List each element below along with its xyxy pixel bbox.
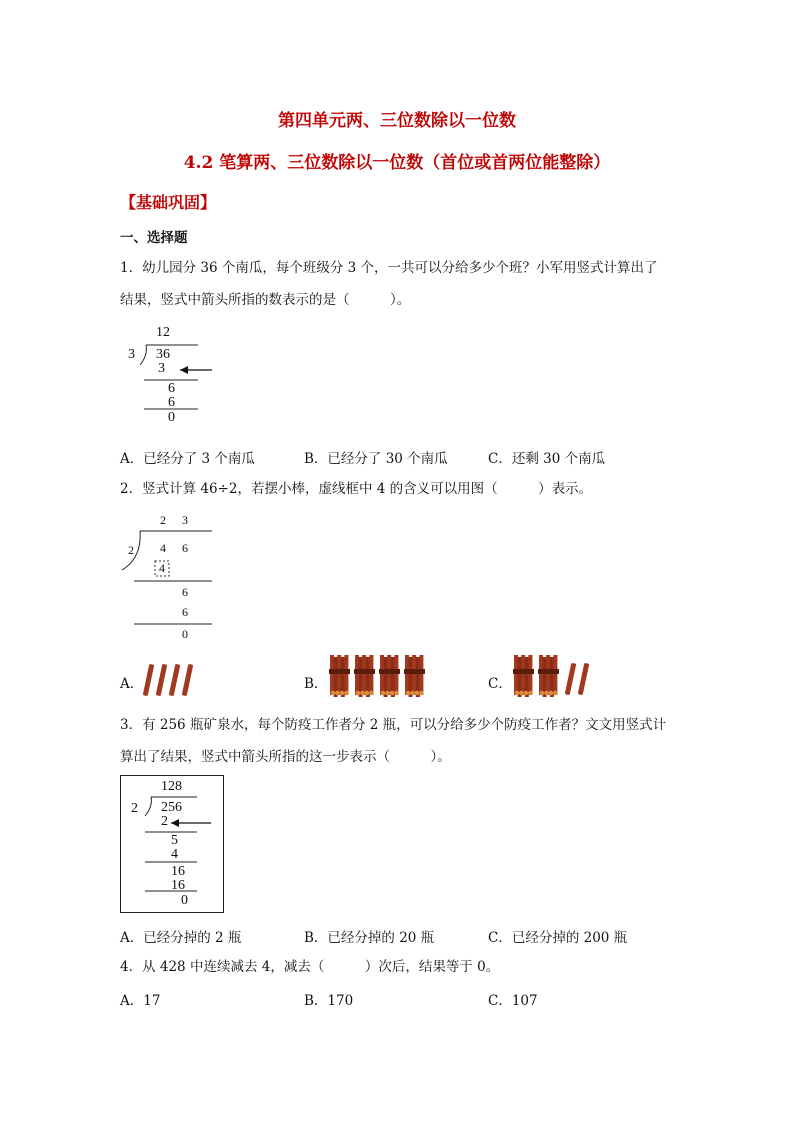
single-stick-icon <box>182 664 194 696</box>
q3-dividend: 256 <box>161 800 182 815</box>
stick-bundle-icon <box>329 655 350 697</box>
q3-step4: 16 <box>171 864 185 879</box>
single-stick-icon <box>169 664 181 696</box>
stick-group <box>143 664 194 696</box>
q2-division-lines <box>120 510 220 645</box>
q1-divisor: 3 <box>128 347 135 362</box>
q2-step2: 6 <box>182 585 188 599</box>
stick-bundle-icon <box>404 655 425 697</box>
q1-step3: 6 <box>168 395 175 410</box>
stick-bundle-icon <box>379 655 400 697</box>
q2-option-a[interactable]: A． <box>120 676 144 692</box>
q1-text-line1: 1．幼儿园分 36 个南瓜，每个班级分 3 个，一共可以分给多少个班？小军用竖式计算出了 <box>120 260 658 276</box>
stick-bundle-icon <box>513 655 534 697</box>
page-subtitle: 4.2 笔算两、三位数除以一位数（首位或首两位能整除） <box>183 153 611 173</box>
q3-step5: 16 <box>171 878 185 893</box>
q2-dividend-tens: 4 <box>160 541 166 555</box>
q1-step1: 3 <box>158 361 165 376</box>
q2-option-c-bundles-icon[interactable] <box>510 653 600 699</box>
q4-text: 4．从 428 中连续减去 4，减去（ ）次后，结果等于 0。 <box>120 959 500 975</box>
q3-division-box <box>120 775 224 913</box>
single-stick-icon <box>565 663 577 695</box>
q1-option-a[interactable]: A．已经分了 3 个南瓜 <box>120 451 255 467</box>
q1-remainder: 0 <box>168 410 175 425</box>
q2-option-a-sticks-icon[interactable] <box>142 660 212 700</box>
q1-text-line2: 结果，竖式中箭头所指的数表示的是（ ）。 <box>120 292 411 308</box>
stick-bundle-icon <box>354 655 375 697</box>
q2-option-c[interactable]: C． <box>488 676 512 692</box>
q1-quotient: 12 <box>156 325 170 340</box>
q3-option-c[interactable]: C．已经分掉的 200 瓶 <box>488 930 628 946</box>
q1-step2: 6 <box>168 381 175 396</box>
q3-step3: 4 <box>171 847 178 862</box>
q1-option-b[interactable]: B．已经分了 30 个南瓜 <box>304 451 448 467</box>
q1-option-c[interactable]: C．还剩 30 个南瓜 <box>488 451 606 467</box>
stick-bundle-icon <box>538 655 559 697</box>
q2-dividend-ones: 6 <box>182 541 188 555</box>
q3-text-line2: 算出了结果，竖式中箭头所指的这一步表示（ ）。 <box>120 749 451 765</box>
page-title: 第四单元两、三位数除以一位数 <box>278 111 516 131</box>
q3-divisor: 2 <box>131 801 138 816</box>
q2-option-b-bundles-icon[interactable] <box>326 653 436 699</box>
q3-step2: 5 <box>171 833 178 848</box>
q1-arrow-icon <box>120 325 230 430</box>
q3-step1: 2 <box>161 814 168 829</box>
part-heading: 一、选择题 <box>120 230 188 246</box>
q1-dividend: 36 <box>156 347 170 362</box>
q3-option-a[interactable]: A．已经分掉的 2 瓶 <box>120 930 242 946</box>
q3-remainder: 0 <box>181 893 188 908</box>
q2-division <box>120 510 220 645</box>
q2-step3: 6 <box>182 605 188 619</box>
single-stick-icon <box>578 663 590 695</box>
q2-boxed-digit: 4 <box>159 561 165 575</box>
q3-option-b[interactable]: B．已经分掉的 20 瓶 <box>304 930 435 946</box>
q4-option-b[interactable]: B．170 <box>304 993 354 1009</box>
q3-arrow-icon <box>171 819 179 827</box>
single-stick-icon <box>143 664 155 696</box>
q2-text: 2．竖式计算 46÷2，若摆小棒，虚线框中 4 的含义可以用图（ ）表示。 <box>120 481 593 497</box>
q2-quotient-ones: 3 <box>182 513 188 527</box>
q4-option-a[interactable]: A．17 <box>120 993 161 1009</box>
q3-text-line1: 3．有 256 瓶矿泉水，每个防疫工作者分 2 瓶，可以分给多少个防疫工作者？文文用竖式计 <box>120 717 667 733</box>
q4-option-c[interactable]: C．107 <box>488 993 538 1009</box>
q2-divisor: 2 <box>128 543 134 557</box>
q2-quotient-tens: 2 <box>160 513 166 527</box>
single-stick-icon <box>156 664 168 696</box>
q2-option-b[interactable]: B． <box>304 676 328 692</box>
q1-division <box>120 325 230 430</box>
q2-remainder: 0 <box>182 627 188 641</box>
q3-quotient: 128 <box>161 779 182 794</box>
section-heading: 【基础巩固】 <box>120 193 217 212</box>
